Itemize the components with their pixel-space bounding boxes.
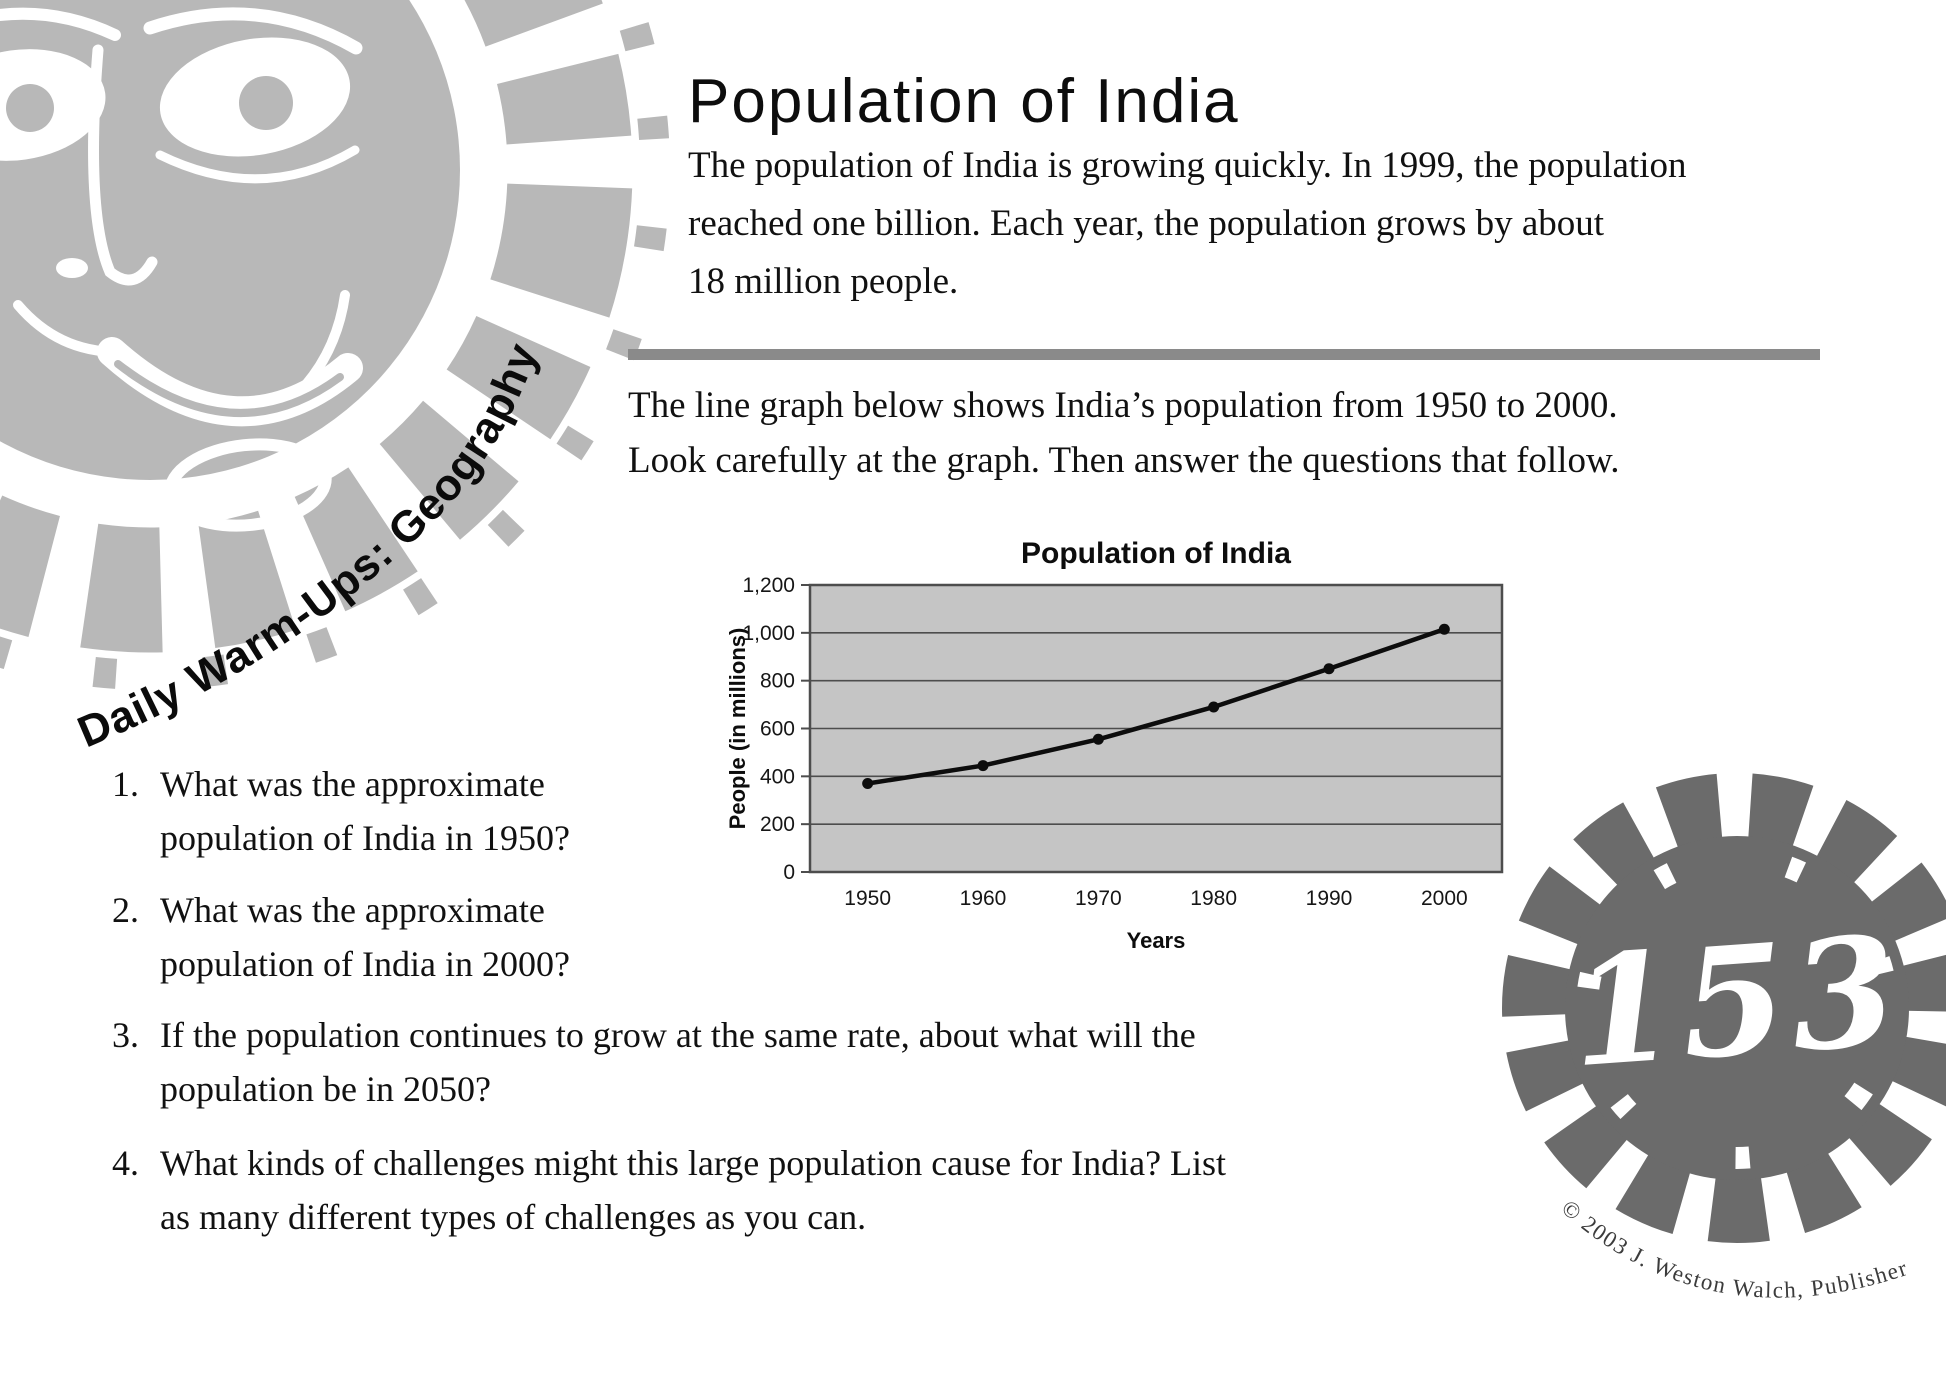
chart-title: Population of India bbox=[1021, 537, 1291, 570]
instructions-line: Look carefully at the graph. Then answer the questions that follow. bbox=[628, 440, 1620, 481]
y-tick-label: 0 bbox=[783, 861, 795, 884]
y-tick-label: 600 bbox=[759, 717, 795, 741]
y-tick-label: 1,000 bbox=[742, 621, 795, 645]
data-point bbox=[862, 778, 873, 789]
x-tick-label: 1960 bbox=[959, 887, 1007, 910]
question-3 bbox=[112, 1008, 1196, 1116]
question-number: 2. bbox=[112, 890, 139, 930]
x-tick-label: 1950 bbox=[844, 887, 892, 910]
y-tick-label: 1,200 bbox=[742, 574, 795, 597]
instructions-paragraph bbox=[628, 378, 1620, 488]
question-text: What was the approximate population of India in 2000? bbox=[160, 890, 570, 984]
data-point bbox=[1439, 624, 1450, 635]
y-axis-title: People (in millions) bbox=[725, 627, 750, 830]
section-divider bbox=[628, 349, 1820, 360]
question-number: 3. bbox=[112, 1015, 139, 1055]
question-text: If the population continues to grow at the same rate, about what will the population be in 2050? bbox=[160, 1015, 1196, 1109]
data-point bbox=[1208, 701, 1219, 712]
data-point bbox=[978, 760, 989, 771]
page-number: 153 bbox=[1565, 902, 1908, 1102]
question-number: 4. bbox=[112, 1143, 139, 1183]
instructions-line: The line graph below shows India’s population from 1950 to 2000. bbox=[628, 385, 1618, 426]
intro-line: 18 million people. bbox=[688, 261, 959, 302]
intro-paragraph bbox=[688, 137, 1687, 311]
x-tick-label: 1990 bbox=[1305, 887, 1353, 910]
y-tick-label: 200 bbox=[759, 813, 795, 837]
series-label: Daily Warm-Ups: Geography bbox=[70, 336, 548, 758]
intro-line: reached one billion. Each year, the population grows by about bbox=[688, 203, 1605, 244]
x-tick-label: 2000 bbox=[1420, 887, 1468, 910]
y-tick-label: 800 bbox=[759, 669, 795, 693]
question-1 bbox=[112, 757, 570, 865]
x-tick-label: 1980 bbox=[1190, 887, 1238, 910]
copyright-text: © 2003 J. Weston Walch, Publisher bbox=[1556, 1194, 1912, 1303]
question-4 bbox=[112, 1136, 1226, 1244]
data-point bbox=[1093, 734, 1104, 745]
question-text: What kinds of challenges might this large population cause for India? List as many different types of challenges as you can. bbox=[160, 1143, 1227, 1237]
question-text: What was the approximate population of India in 1950? bbox=[160, 764, 570, 858]
y-tick-label: 400 bbox=[759, 765, 795, 789]
page-number-badge bbox=[1510, 781, 1946, 1235]
data-point bbox=[1324, 663, 1335, 674]
question-2 bbox=[112, 883, 570, 991]
x-axis-title: Years bbox=[1126, 928, 1186, 953]
x-tick-label: 1970 bbox=[1074, 887, 1122, 910]
intro-line: The population of India is growing quickly. In 1999, the population bbox=[688, 145, 1687, 186]
page-title: Population of India bbox=[688, 67, 1240, 136]
chart-canvas bbox=[560, 500, 1560, 970]
population-line-chart bbox=[560, 500, 1560, 970]
question-number: 1. bbox=[112, 764, 139, 804]
